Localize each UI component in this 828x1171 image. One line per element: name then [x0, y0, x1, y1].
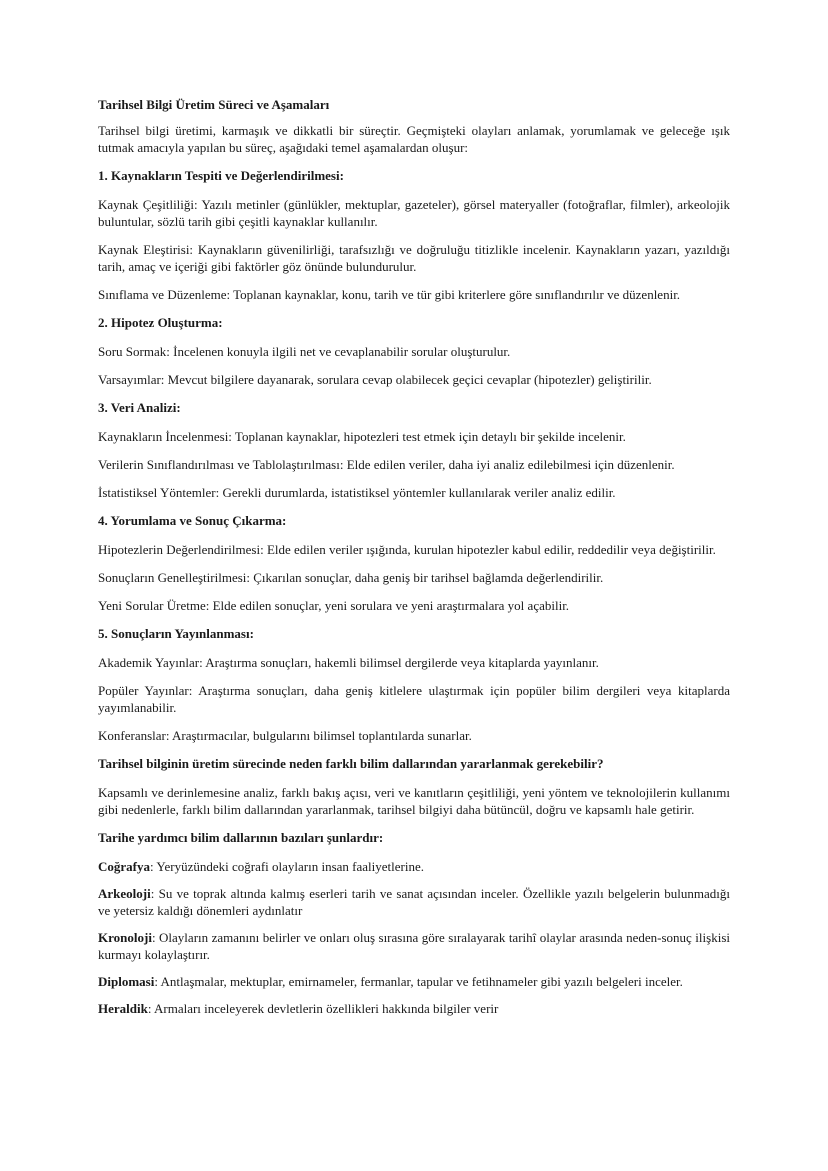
section-heading: 1. Kaynakların Tespiti ve Değerlendirilmesi: [98, 168, 344, 183]
section-paragraph: Kaynak Çeşitliliği: Yazılı metinler (günlükler, mektuplar, gazeteler), görsel materyaller (fotoğraflar, filmler), arkeolojik buluntular, sözlü tarih gibi çeşitli kaynaklar kullanılır. [98, 197, 730, 229]
section-paragraph: İstatistiksel Yöntemler: Gerekli durumlarda, istatistiksel yöntemler kullanılarak veriler analiz edilir. [98, 485, 616, 500]
section-paragraph: Varsayımlar: Mevcut bilgilere dayanarak, sorulara cevap olabilecek geçici cevaplar (hipotezler) geliştirilir. [98, 372, 652, 387]
section-2 [98, 314, 730, 388]
aux-field-item [98, 1000, 730, 1017]
section-heading: 4. Yorumlama ve Sonuç Çıkarma: [98, 513, 287, 528]
question-heading: Tarihsel bilginin üretim sürecinde neden farklı bilim dallarından yararlanmak gerekebilir? [98, 756, 604, 771]
aux-field-text: : Olayların zamanını belirler ve onları oluş sırasına göre sıralayarak tarihî olaylar arasında neden-sonuç ilişkisi kurmayı kolaylaştırır. [98, 930, 730, 962]
aux-field-item [98, 973, 730, 990]
document-page [98, 96, 730, 1027]
intro-paragraph: Tarihsel bilgi üretimi, karmaşık ve dikkatli bir süreçtir. Geçmişteki olayları anlamak, yorumlamak ve geleceğe ışık tutmak amacıyla yapılan bu süreç, aşağıdaki temel aşamalardan oluşur: [98, 123, 730, 155]
aux-field-text: : Antlaşmalar, mektuplar, emirnameler, fermanlar, tapular ve fetihnameler gibi yazılı belgeleri inceler. [154, 974, 683, 989]
aux-field-term: Diplomasi [98, 974, 155, 989]
section-paragraph: Konferanslar: Araştırmacılar, bulgularını bilimsel toplantılarda sunarlar. [98, 728, 472, 743]
section-paragraph: Akademik Yayınlar: Araştırma sonuçları, hakemli bilimsel dergilerde veya kitaplarda yayınlanır. [98, 655, 599, 670]
section-5 [98, 625, 730, 744]
aux-field-term: Heraldik [98, 1001, 148, 1016]
section-paragraph: Verilerin Sınıflandırılması ve Tablolaştırılması: Elde edilen veriler, daha iyi analiz edilebilmesi için düzenlenir. [98, 457, 675, 472]
aux-field-text: : Armaları inceleyerek devletlerin özellikleri hakkında bilgiler verir [147, 1001, 499, 1016]
aux-field-term: Arkeoloji [98, 886, 151, 901]
section-paragraph: Popüler Yayınlar: Araştırma sonuçları, daha geniş kitlelere ulaştırmak için popüler bilim dergileri veya kitaplarda yayımlanabilir. [98, 683, 730, 715]
section-paragraph: Kaynakların İncelenmesi: Toplanan kaynaklar, hipotezleri test etmek için detaylı bir şekilde incelenir. [98, 429, 626, 444]
aux-field-item [98, 858, 730, 875]
section-paragraph: Sonuçların Genelleştirilmesi: Çıkarılan sonuçlar, daha geniş bir tarihsel bağlamda değerlendirilir. [98, 570, 604, 585]
aux-field-text: : Yeryüzündeki coğrafi olayların insan faaliyetlerine. [150, 859, 424, 874]
aux-field-item [98, 885, 730, 919]
aux-fields-heading: Tarihe yardımcı bilim dallarının bazıları şunlardır: [98, 830, 384, 845]
aux-field-item [98, 929, 730, 963]
section-heading: 2. Hipotez Oluşturma: [98, 315, 223, 330]
section-4 [98, 512, 730, 614]
document-title: Tarihsel Bilgi Üretim Süreci ve Aşamaları [98, 97, 330, 112]
section-1 [98, 167, 730, 303]
section-heading: 5. Sonuçların Yayınlanması: [98, 626, 254, 641]
section-paragraph: Kaynak Eleştirisi: Kaynakların güvenilirliği, tarafsızlığı ve doğruluğu titizlikle incelenir. Kaynakların yazarı, yazıldığı tarih, amaç ve içeriği gibi faktörler göz önünde bulundurulur. [98, 242, 730, 274]
section-heading: 3. Veri Analizi: [98, 400, 181, 415]
section-paragraph: Soru Sormak: İncelenen konuyla ilgili net ve cevaplanabilir sorular oluşturulur. [98, 344, 511, 359]
section-paragraph: Hipotezlerin Değerlendirilmesi: Elde edilen veriler ışığında, kurulan hipotezler kabul edilir, reddedilir veya değiştirilir. [98, 542, 716, 557]
aux-field-term: Coğrafya [98, 859, 150, 874]
section-paragraph: Sınıflama ve Düzenleme: Toplanan kaynaklar, konu, tarih ve tür gibi kriterlere göre sınıflandırılır ve düzenlenir. [98, 287, 681, 302]
section-3 [98, 399, 730, 501]
answer-paragraph: Kapsamlı ve derinlemesine analiz, farklı bakış açısı, veri ve kanıtların çeşitliliği, yeni yöntem ve teknolojilerin kullanımı gibi nedenlerle, farklı bilim dallarından yararlanmak, tarihsel bilgiyi daha bütüncül, doğru ve kapsamlı hale getirir. [98, 785, 730, 817]
section-paragraph: Yeni Sorular Üretme: Elde edilen sonuçlar, yeni sorulara ve yeni araştırmalara yol açabilir. [98, 598, 570, 613]
aux-field-term: Kronoloji [98, 930, 152, 945]
aux-field-text: : Su ve toprak altında kalmış eserleri tarih ve sanat açısından inceler. Özellikle yazılı belgelerin bulunmadığı ve yetersiz kaldığı dönemleri aydınlatır [98, 886, 730, 918]
